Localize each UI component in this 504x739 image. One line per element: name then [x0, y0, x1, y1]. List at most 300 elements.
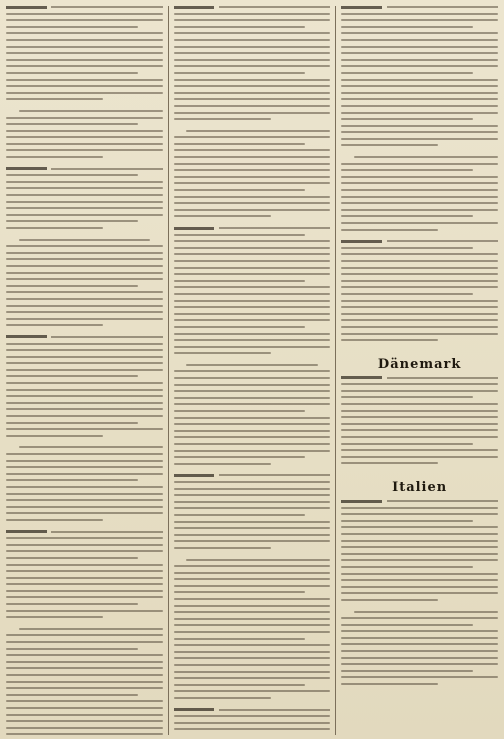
text-line — [174, 709, 331, 711]
text-line — [341, 643, 498, 645]
text-line — [341, 209, 498, 211]
text-line — [6, 130, 163, 132]
text-line — [341, 326, 498, 328]
text-line — [341, 273, 498, 275]
text-line — [6, 428, 163, 430]
text-line — [6, 499, 163, 501]
text-line — [174, 98, 331, 100]
text-line — [6, 305, 163, 307]
text-line — [341, 676, 498, 678]
text-line — [174, 189, 306, 191]
text-line — [174, 521, 331, 523]
text-line — [6, 149, 163, 151]
text-line — [341, 566, 473, 568]
text-line — [341, 423, 498, 425]
text-line — [6, 369, 163, 371]
text-line — [341, 540, 498, 542]
text-line — [6, 596, 163, 598]
text-line — [341, 592, 498, 594]
text-line — [6, 634, 163, 636]
text-line — [174, 443, 331, 445]
article-block — [341, 377, 498, 474]
text-line — [6, 65, 163, 67]
text-line — [341, 112, 498, 114]
text-line — [6, 285, 138, 287]
text-line — [174, 540, 331, 542]
text-line — [341, 443, 473, 445]
text-line — [6, 590, 163, 592]
article-block — [341, 500, 498, 695]
text-line — [6, 6, 163, 8]
text-line — [174, 32, 331, 34]
text-line — [174, 346, 331, 348]
text-line — [174, 651, 331, 653]
text-line — [6, 479, 138, 481]
text-line — [174, 410, 306, 412]
text-line — [341, 670, 473, 672]
text-line — [174, 13, 331, 15]
text-line — [174, 196, 331, 198]
text-line — [341, 65, 498, 67]
text-line — [341, 410, 498, 412]
text-line — [341, 559, 498, 561]
text-line — [341, 500, 498, 502]
text-line — [174, 293, 331, 295]
text-line — [6, 453, 163, 455]
text-line — [174, 423, 331, 425]
text-line — [341, 138, 498, 140]
text-line — [341, 637, 498, 639]
text-line — [174, 65, 331, 67]
text-line — [6, 324, 103, 326]
text-line — [174, 169, 331, 171]
column-rule — [168, 6, 169, 735]
text-line — [174, 631, 331, 633]
text-line — [341, 32, 498, 34]
text-line — [341, 599, 438, 601]
text-line — [174, 728, 331, 730]
text-line — [174, 209, 331, 211]
text-line — [341, 513, 498, 515]
text-line — [6, 544, 163, 546]
column-left — [6, 6, 163, 735]
text-line — [6, 362, 163, 364]
text-line — [341, 663, 498, 665]
text-line — [174, 333, 331, 335]
text-line — [341, 617, 498, 619]
text-line — [341, 624, 473, 626]
text-line — [174, 370, 331, 372]
text-line — [174, 565, 331, 567]
text-line — [174, 6, 331, 8]
column-layout — [6, 6, 498, 735]
text-line — [174, 684, 306, 686]
text-line — [6, 258, 163, 260]
text-line — [6, 220, 138, 222]
text-line — [341, 683, 438, 685]
text-line — [174, 352, 271, 354]
text-line — [341, 546, 498, 548]
text-line — [6, 123, 138, 125]
text-line — [174, 72, 306, 74]
text-line — [6, 278, 163, 280]
text-line — [174, 339, 331, 341]
text-line — [6, 168, 163, 170]
text-line — [6, 252, 163, 254]
text-line — [341, 202, 498, 204]
text-line — [174, 79, 331, 81]
text-line — [6, 156, 103, 158]
text-line — [174, 156, 331, 158]
text-line — [6, 616, 103, 618]
text-line — [174, 26, 306, 28]
text-line — [341, 526, 498, 528]
text-line — [341, 118, 473, 120]
text-line — [6, 435, 103, 437]
text-line — [6, 641, 163, 643]
text-line — [341, 92, 498, 94]
text-line — [6, 227, 103, 229]
text-line — [341, 26, 473, 28]
text-line — [341, 247, 473, 249]
text-line — [174, 474, 331, 476]
paragraph-gap — [341, 690, 498, 695]
text-line — [6, 694, 138, 696]
text-line — [341, 507, 498, 509]
text-line — [6, 727, 163, 729]
paragraph-gap — [6, 234, 163, 239]
text-line — [6, 408, 163, 410]
text-line — [174, 507, 331, 509]
text-line — [174, 463, 271, 465]
text-line — [6, 570, 163, 572]
text-line — [6, 382, 163, 384]
text-line — [19, 628, 163, 630]
text-line — [6, 375, 138, 377]
text-line — [6, 512, 163, 514]
text-line — [174, 572, 331, 574]
text-line — [341, 573, 498, 575]
text-line — [174, 306, 331, 308]
text-line — [6, 19, 163, 21]
text-line — [6, 298, 163, 300]
text-line — [6, 117, 163, 119]
text-line — [6, 26, 138, 28]
text-line — [6, 207, 163, 209]
text-line — [6, 460, 163, 462]
text-line — [174, 286, 331, 288]
text-line — [174, 39, 331, 41]
text-line — [6, 39, 163, 41]
paragraph-gap — [174, 554, 331, 559]
text-line — [174, 547, 271, 549]
text-line — [6, 577, 163, 579]
text-line — [354, 156, 498, 158]
text-line — [174, 514, 306, 516]
text-line — [174, 52, 331, 54]
text-line — [174, 488, 331, 490]
text-line — [6, 681, 163, 683]
text-line — [6, 194, 163, 196]
text-line — [174, 384, 331, 386]
text-line — [174, 430, 331, 432]
text-line — [174, 260, 331, 262]
text-line — [174, 163, 331, 165]
text-line — [174, 253, 331, 255]
text-line — [6, 648, 138, 650]
text-line — [174, 450, 331, 452]
text-line — [174, 182, 331, 184]
text-line — [341, 182, 498, 184]
text-line — [174, 456, 306, 458]
text-line — [174, 690, 331, 692]
text-line — [341, 396, 473, 398]
paragraph-gap — [341, 469, 498, 474]
text-line — [174, 598, 331, 600]
text-line — [6, 422, 138, 424]
text-line — [174, 657, 331, 659]
text-line — [174, 611, 331, 613]
text-line — [6, 13, 163, 15]
text-line — [341, 13, 498, 15]
text-line — [174, 591, 306, 593]
text-line — [341, 85, 498, 87]
text-line — [6, 201, 163, 203]
text-line — [19, 110, 163, 112]
text-line — [6, 661, 163, 663]
text-line — [341, 520, 473, 522]
section-heading-denmark: Dänemark — [377, 356, 462, 372]
text-line — [341, 333, 498, 335]
text-line — [174, 105, 331, 107]
text-line — [6, 143, 163, 145]
text-line — [6, 174, 138, 176]
text-line — [174, 300, 331, 302]
text-line — [341, 429, 498, 431]
text-line — [174, 677, 331, 679]
text-line — [341, 300, 498, 302]
paragraph-gap — [341, 346, 498, 351]
text-line — [6, 52, 163, 54]
text-line — [341, 72, 473, 74]
text-line — [341, 456, 498, 458]
text-line — [341, 52, 498, 54]
text-line — [174, 417, 331, 419]
text-line — [341, 240, 498, 242]
text-line — [6, 59, 163, 61]
text-line — [174, 618, 331, 620]
text-line — [6, 98, 103, 100]
text-line — [6, 85, 163, 87]
text-line — [341, 46, 498, 48]
text-line — [341, 79, 498, 81]
text-line — [6, 349, 163, 351]
text-line — [341, 462, 438, 464]
text-line — [341, 131, 498, 133]
text-line — [341, 125, 498, 127]
text-line — [341, 144, 438, 146]
text-line — [174, 436, 331, 438]
text-line — [174, 46, 331, 48]
text-line — [6, 603, 138, 605]
text-line — [174, 664, 331, 666]
text-line — [174, 149, 331, 151]
text-line — [6, 537, 163, 539]
text-line — [341, 39, 498, 41]
column-right — [341, 6, 498, 735]
paragraph-gap — [341, 606, 498, 611]
text-line — [354, 611, 498, 613]
text-line — [6, 389, 163, 391]
text-line — [341, 222, 498, 224]
text-line — [6, 531, 163, 533]
text-line — [341, 286, 498, 288]
text-line — [341, 253, 498, 255]
text-line — [174, 273, 331, 275]
text-line — [174, 377, 331, 379]
text-line — [174, 403, 331, 405]
text-line — [341, 6, 498, 8]
text-line — [174, 481, 331, 483]
text-line — [174, 722, 331, 724]
text-line — [6, 395, 163, 397]
text-line — [341, 105, 498, 107]
text-line — [186, 364, 318, 366]
text-line — [174, 605, 331, 607]
text-line — [174, 313, 331, 315]
text-line — [6, 318, 163, 320]
text-line — [6, 707, 163, 709]
text-line — [341, 196, 498, 198]
text-line — [174, 715, 331, 717]
text-line — [6, 136, 163, 138]
text-line — [6, 720, 163, 722]
text-line — [341, 293, 473, 295]
text-line — [341, 280, 498, 282]
text-line — [341, 189, 498, 191]
text-line — [6, 291, 163, 293]
text-line — [341, 260, 498, 262]
text-line — [174, 267, 331, 269]
text-line — [174, 494, 331, 496]
text-line — [6, 583, 163, 585]
text-line — [6, 187, 163, 189]
text-line — [6, 402, 163, 404]
text-line — [174, 624, 331, 626]
text-line — [174, 390, 331, 392]
text-line — [6, 92, 163, 94]
text-line — [174, 112, 331, 114]
text-line — [341, 98, 498, 100]
text-line — [174, 85, 331, 87]
text-line — [174, 215, 271, 217]
text-line — [341, 267, 498, 269]
text-line — [341, 553, 498, 555]
text-line — [174, 280, 306, 282]
text-line — [341, 59, 498, 61]
text-line — [6, 181, 163, 183]
text-line — [341, 657, 498, 659]
text-line — [6, 506, 163, 508]
text-line — [341, 383, 498, 385]
text-line — [174, 92, 331, 94]
text-line — [6, 493, 163, 495]
text-line — [174, 534, 331, 536]
text-line — [341, 586, 498, 588]
text-line — [6, 343, 163, 345]
text-line — [186, 130, 330, 132]
text-line — [174, 697, 271, 699]
text-line — [341, 416, 498, 418]
text-line — [6, 214, 163, 216]
text-line — [6, 272, 163, 274]
text-line — [341, 319, 498, 321]
text-line — [174, 202, 331, 204]
text-line — [341, 630, 498, 632]
text-line — [341, 306, 498, 308]
text-line — [341, 403, 498, 405]
text-line — [174, 227, 331, 229]
text-line — [174, 578, 331, 580]
text-line — [174, 585, 331, 587]
text-line — [174, 644, 331, 646]
text-line — [6, 311, 163, 313]
text-line — [6, 79, 163, 81]
text-line — [341, 169, 473, 171]
text-line — [341, 163, 498, 165]
text-line — [6, 265, 163, 267]
text-line — [341, 176, 498, 178]
column-middle — [174, 6, 331, 735]
text-line — [6, 46, 163, 48]
text-line — [6, 557, 138, 559]
text-line — [174, 59, 331, 61]
text-line — [6, 550, 163, 552]
text-line — [6, 486, 163, 488]
text-line — [174, 326, 306, 328]
text-line — [174, 319, 331, 321]
text-line — [6, 674, 163, 676]
text-line — [6, 564, 163, 566]
text-line — [174, 118, 271, 120]
text-line — [341, 579, 498, 581]
text-line — [341, 650, 498, 652]
text-line — [6, 473, 163, 475]
article-block — [341, 6, 498, 351]
text-line — [19, 446, 163, 448]
text-line — [6, 72, 138, 74]
text-line — [6, 733, 163, 735]
text-line — [6, 610, 163, 612]
text-line — [6, 356, 163, 358]
text-line — [341, 377, 498, 379]
text-line — [6, 667, 163, 669]
text-line — [341, 533, 498, 535]
text-line — [174, 247, 331, 249]
text-line — [174, 176, 331, 178]
text-line — [174, 19, 331, 21]
text-line — [6, 687, 163, 689]
text-line — [341, 339, 438, 341]
text-line — [341, 229, 438, 231]
text-line — [6, 245, 163, 247]
text-line — [174, 234, 306, 236]
text-line — [341, 390, 498, 392]
text-line — [174, 671, 331, 673]
text-line — [6, 336, 163, 338]
text-line — [6, 654, 163, 656]
column-rule — [335, 6, 336, 735]
